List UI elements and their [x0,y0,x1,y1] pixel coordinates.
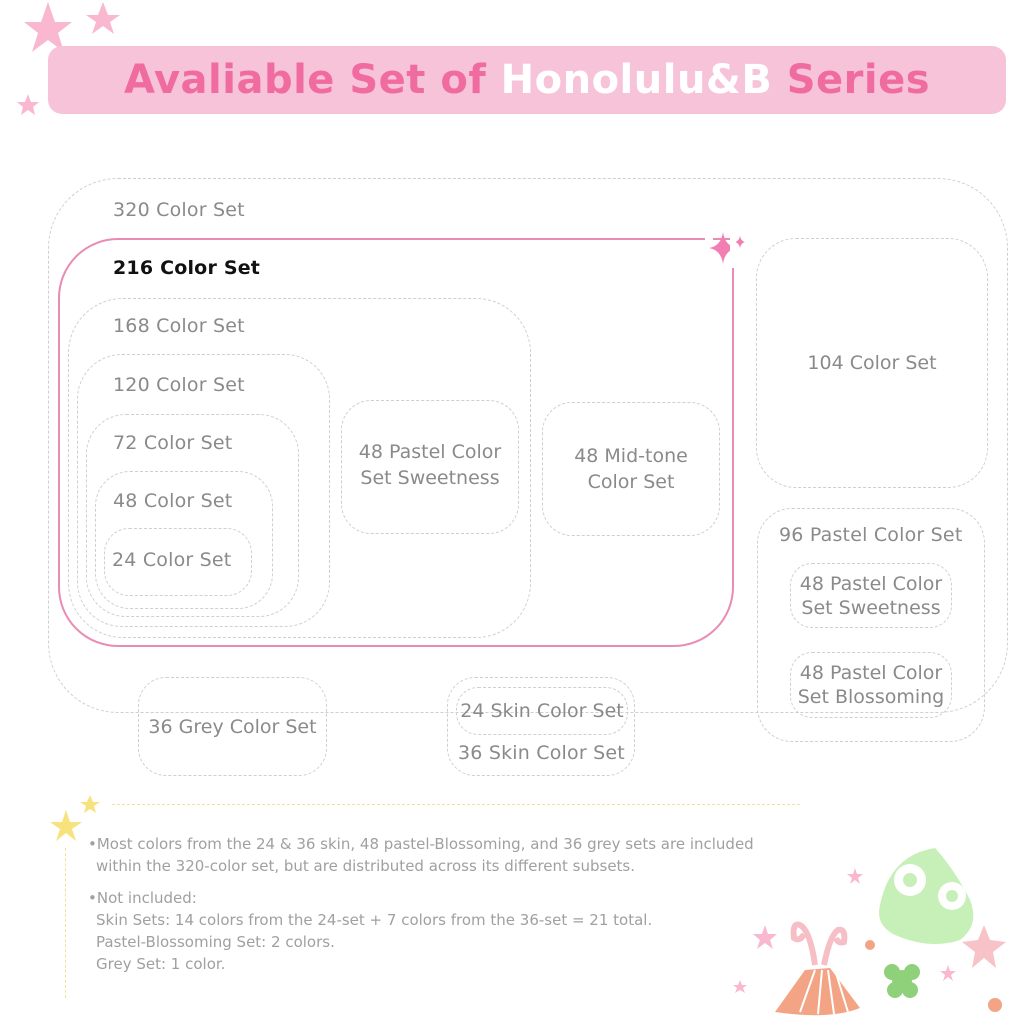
divider-line [112,804,800,805]
note-1-line-2: within the 320-color set, but are distributed across its different subsets. [96,857,636,875]
set-72-label: 72 Color Set [113,432,233,454]
volcano-mascot-illustration-icon [730,830,1024,1024]
notes-block [88,833,808,975]
set-36-skin-label: 36 Skin Color Set [458,742,625,764]
notes-side-line [65,848,66,998]
set-24-skin-label: 24 Skin Color Set [460,700,624,722]
set-320-label: 320 Color Set [113,199,245,221]
note-2-line-2: Pastel-Blossoming Set: 2 colors. [96,933,335,951]
title-part-3: Series [772,57,931,103]
set-168-label: 168 Color Set [113,315,245,337]
set-48-midtone-label: 48 Mid-tone Color Set [574,445,688,493]
set-36-grey-label: 36 Grey Color Set [148,715,317,738]
title-part-2: Honolulu&B [500,57,773,103]
set-48-pastel-sweetness-b-label: 48 Pastel Color Set Sweetness [799,572,943,619]
set-24-label: 24 Color Set [112,549,232,571]
set-48-midtone-box [542,402,720,536]
set-24-skin-box [456,687,628,735]
set-120-label: 120 Color Set [113,374,245,396]
note-2-line-3: Grey Set: 1 color. [96,955,226,973]
set-48-pastel-blossoming-label: 48 Pastel Color Set Blossoming [797,662,945,708]
set-48-pastel-sweetness-box [341,400,519,534]
set-104-label: 104 Color Set [807,352,937,374]
set-48-pastel-sweetness-b-box [790,563,952,628]
set-36-grey-box [138,677,327,776]
set-96-pastel-label: 96 Pastel Color Set [779,524,963,546]
set-104-box [756,238,988,488]
note-1-line-1: •Most colors from the 24 & 36 skin, 48 pastel-Blossoming, and 36 grey sets are included [88,835,754,853]
note-2-title: •Not included: [88,889,197,907]
set-48-pastel-blossoming-box [790,652,952,718]
note-2-line-1: Skin Sets: 14 colors from the 24-set + 7 colors from the 36-set = 21 total. [96,911,653,929]
set-48-label: 48 Color Set [113,490,233,512]
set-48-pastel-sweetness-label: 48 Pastel Color Set Sweetness [358,441,502,489]
title-part-1: Avaliable Set of [123,57,501,103]
page-title [48,46,1006,114]
set-216-label: 216 Color Set [113,257,261,279]
